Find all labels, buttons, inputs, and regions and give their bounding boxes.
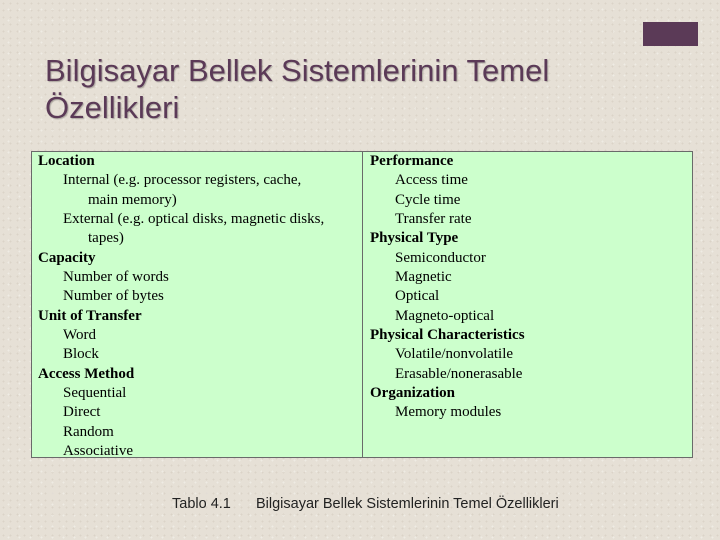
table-list-item: Magnetic — [395, 269, 452, 286]
table-list-item: Optical — [395, 288, 440, 305]
table-section-heading: Location — [38, 153, 95, 169]
table-section-heading: Physical Type — [370, 230, 459, 247]
table-list-item: External (e.g. optical disks, magnetic disks, — [63, 211, 325, 228]
caption-text: Bilgisayar Bellek Sistemlerinin Temel Özellikleri — [256, 496, 559, 512]
table-caption — [172, 496, 559, 512]
table-section-heading: Organization — [370, 385, 455, 402]
table-section-heading: Unit of Transfer — [38, 307, 142, 324]
table-list-item: Block — [63, 346, 99, 363]
table-list-item: tapes) — [88, 230, 124, 247]
table-list-item: Erasable/nonerasable — [395, 365, 523, 382]
table-list-item: Access time — [395, 172, 468, 189]
corner-accent-bar — [643, 22, 698, 46]
table-list-item: Internal (e.g. processor registers, cache, — [63, 172, 302, 189]
table-left-column — [38, 152, 360, 460]
table-list-item: Transfer rate — [395, 211, 472, 228]
table-section-heading: Access Method — [38, 365, 135, 382]
memory-characteristics-table — [31, 151, 693, 458]
table-list-item: Cycle time — [395, 191, 461, 208]
table-right-column — [370, 152, 688, 457]
table-section-heading: Capacity — [38, 249, 96, 266]
table-list-item: Associative — [63, 443, 133, 460]
table-list-item: Number of words — [63, 269, 169, 286]
table-column-divider — [362, 152, 363, 457]
table-list-item: Semiconductor — [395, 249, 486, 266]
table-section-heading: Physical Characteristics — [370, 327, 525, 344]
caption-label: Tablo 4.1 — [172, 496, 231, 512]
table-list-item: Word — [63, 327, 96, 344]
table-list-item: Memory modules — [395, 404, 502, 421]
table-section-heading: Performance — [370, 153, 454, 169]
table-list-item: Direct — [63, 404, 101, 421]
table-list-item: Random — [63, 423, 114, 440]
table-list-item: main memory) — [88, 191, 177, 208]
table-list-item: Sequential — [63, 385, 127, 402]
slide-title: Bilgisayar Bellek Sistemlerinin Temel Özellikleri — [45, 53, 550, 125]
table-list-item: Number of bytes — [63, 288, 164, 305]
table-list-item: Volatile/nonvolatile — [395, 346, 514, 363]
table-list-item: Magneto-optical — [395, 307, 495, 324]
